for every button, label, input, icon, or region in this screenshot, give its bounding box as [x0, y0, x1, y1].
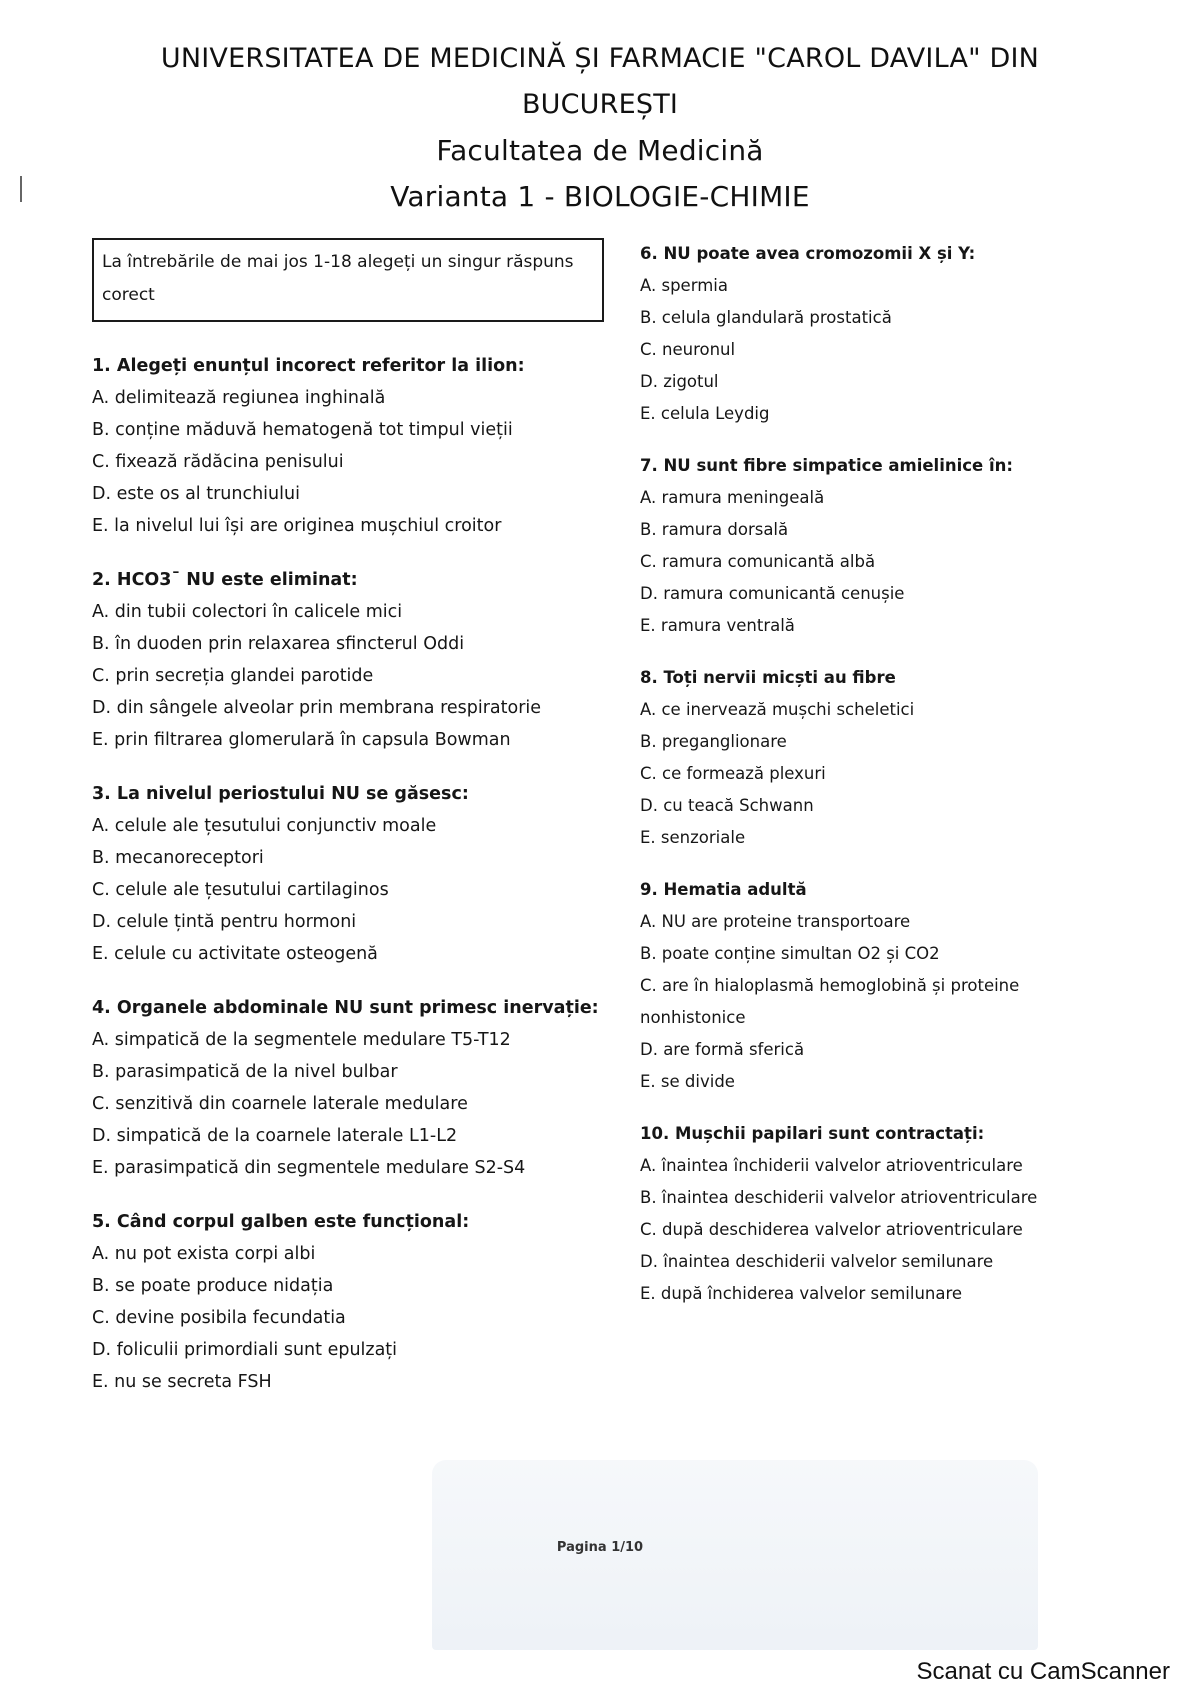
answer-option: A. înaintea închiderii valvelor atrioventriculare [640, 1156, 1023, 1175]
answer-option: D. din sângele alveolar prin membrana respiratorie [92, 698, 542, 718]
page-number: Pagina 1/10 [556, 1540, 644, 1555]
scan-artifact [432, 1460, 1038, 1650]
answer-option: C. are în hialoplasmă hemoglobină și proteine nonhistonice [640, 976, 1020, 1027]
answer-option: A. NU are proteine transportoare [640, 912, 911, 931]
answer-option: E. senzoriale [640, 828, 746, 847]
answer-option: C. devine posibila fecundatia [92, 1308, 346, 1328]
answer-option: B. preganglionare [640, 732, 787, 751]
answer-option: D. este os al trunchiului [92, 484, 300, 504]
right-column [640, 238, 1120, 1330]
answer-option: C. senzitivă din coarnele laterale medulare [92, 1094, 468, 1114]
answer-option: A. din tubii colectori în calicele mici [92, 602, 403, 622]
answer-option: A. nu pot exista corpi albi [92, 1244, 316, 1264]
answer-option: D. ramura comunicantă cenușie [640, 584, 905, 603]
answer-option: E. parasimpatică din segmentele medulare S2-S4 [92, 1158, 526, 1178]
answer-option: D. foliculii primordiali sunt epulzați [92, 1340, 398, 1360]
answer-option: B. celula glandulară prostatică [640, 308, 892, 327]
university-title-line-1: UNIVERSITATEA DE MEDICINĂ ȘI FARMACIE "CAROL DAVILA" DIN [160, 43, 1040, 74]
answer-option: B. conține măduvă hematogenă tot timpul vieții [92, 420, 513, 440]
question-title: 2. HCO3¯ NU este eliminat: [92, 570, 358, 590]
instructions-box: La întrebările de mai jos 1-18 alegeți un singur răspuns corect [92, 238, 604, 322]
question-title: 5. Când corpul galben este funcțional: [92, 1212, 470, 1232]
question-9 [640, 874, 1120, 1098]
question-1 [92, 350, 632, 542]
answer-option: E. după închiderea valvelor semilunare [640, 1284, 963, 1303]
answer-option: D. simpatică de la coarnele laterale L1-L2 [92, 1126, 458, 1146]
question-title: 6. NU poate avea cromozomii X și Y: [640, 244, 976, 263]
left-column [92, 238, 632, 1420]
answer-option: D. cu teacă Schwann [640, 796, 814, 815]
question-5 [92, 1206, 632, 1398]
answer-option: E. prin filtrarea glomerulară în capsula Bowman [92, 730, 511, 750]
answer-option: E. nu se secreta FSH [92, 1372, 272, 1392]
answer-option: B. în duoden prin relaxarea sfincterul Oddi [92, 634, 465, 654]
page-header [0, 36, 1200, 220]
answer-option: B. parasimpatică de la nivel bulbar [92, 1062, 398, 1082]
answer-option: A. delimitează regiunea inghinală [92, 388, 386, 408]
university-title-line-2: BUCUREȘTI [521, 89, 679, 120]
question-title: 10. Mușchii papilari sunt contractați: [640, 1124, 985, 1143]
question-4 [92, 992, 632, 1184]
question-2 [92, 564, 632, 756]
answer-option: D. zigotul [640, 372, 719, 391]
answer-option: B. mecanoreceptori [92, 848, 264, 868]
answer-option: C. neuronul [640, 340, 736, 359]
answer-option: C. după deschiderea valvelor atrioventriculare [640, 1220, 1023, 1239]
answer-option: B. ramura dorsală [640, 520, 789, 539]
question-title: 4. Organele abdominale NU sunt primesc inervație: [92, 998, 599, 1018]
answer-option: A. simpatică de la segmentele medulare T5-T12 [92, 1030, 511, 1050]
question-title: 3. La nivelul periostului NU se găsesc: [92, 784, 469, 804]
question-title: 9. Hematia adultă [640, 880, 807, 899]
answer-option: E. se divide [640, 1072, 735, 1091]
variant-title: Varianta 1 - BIOLOGIE-CHIMIE [390, 180, 810, 213]
question-7 [640, 450, 1120, 642]
answer-option: E. la nivelul lui își are originea mușchiul croitor [92, 516, 502, 536]
answer-option: A. ramura meningeală [640, 488, 825, 507]
question-title: 8. Toți nervii micști au fibre [640, 668, 896, 687]
question-3 [92, 778, 632, 970]
answer-option: B. poate conține simultan O2 și CO2 [640, 944, 940, 963]
answer-option: C. celule ale țesutului cartilaginos [92, 880, 389, 900]
answer-option: C. ramura comunicantă albă [640, 552, 876, 571]
answer-option: C. fixează rădăcina penisului [92, 452, 344, 472]
answer-option: D. are formă sferică [640, 1040, 805, 1059]
answer-option: E. celula Leydig [640, 404, 770, 423]
answer-option: A. celule ale țesutului conjunctiv moale [92, 816, 437, 836]
question-title: 7. NU sunt fibre simpatice amielinice în: [640, 456, 1013, 475]
answer-option: B. se poate produce nidația [92, 1276, 334, 1296]
question-title: 1. Alegeți enunțul incorect referitor la ilion: [92, 356, 525, 376]
answer-option: D. înaintea deschiderii valvelor semilunare [640, 1252, 994, 1271]
answer-option: B. înaintea deschiderii valvelor atrioventriculare [640, 1188, 1038, 1207]
camscanner-watermark: Scanat cu CamScanner [916, 1658, 1170, 1685]
question-10 [640, 1118, 1120, 1310]
answer-option: D. celule țintă pentru hormoni [92, 912, 357, 932]
answer-option: E. celule cu activitate osteogenă [92, 944, 378, 964]
question-8 [640, 662, 1120, 854]
answer-option: A. ce inervează mușchi scheletici [640, 700, 915, 719]
answer-option: C. ce formează plexuri [640, 764, 826, 783]
question-6 [640, 238, 1120, 430]
faculty-title: Facultatea de Medicină [436, 134, 764, 167]
answer-option: C. prin secreția glandei parotide [92, 666, 374, 686]
answer-option: A. spermia [640, 276, 728, 295]
answer-option: E. ramura ventrală [640, 616, 795, 635]
